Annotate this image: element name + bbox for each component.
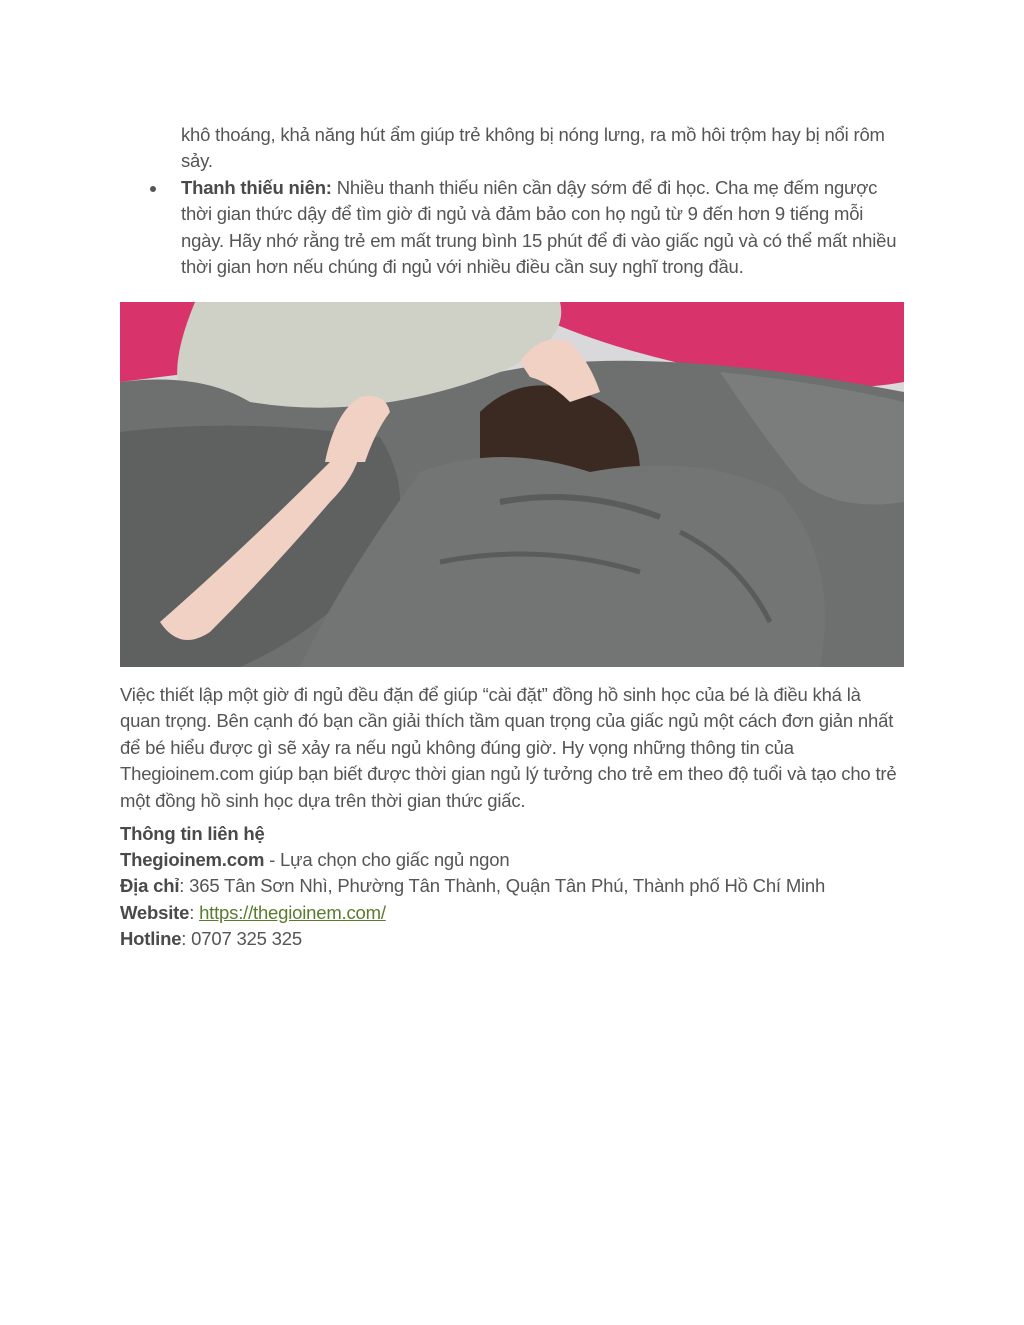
bullet-dot-icon	[150, 186, 156, 192]
website-separator: :	[189, 902, 200, 923]
summary-paragraph: Việc thiết lập một giờ đi ngủ đều đặn để giúp “cài đặt” đồng hồ sinh học của bé là điều khá là quan trọng. Bên cạnh đó bạn cần giải thích tầm quan trọng của giấc ngủ một cách đơn giản nhất để bé hiểu được gì sẽ xảy ra nếu ngủ không đúng giờ. Hy vọng những thông tin của Thegioinem.com giúp bạn biết được thời gian ngủ lý tưởng cho trẻ em theo độ tuổi và tạo cho trẻ một đồng hồ sinh học dựa trên thời gian thức giấc.	[120, 684, 897, 811]
contact-hotline-line	[120, 926, 302, 952]
contact-heading: Thông tin liên hệ	[120, 823, 265, 844]
continuation-paragraph: khô thoáng, khả năng hút ẩm giúp trẻ không bị nóng lưng, ra mồ hôi trộm hay bị nổi rôm sảy.	[181, 124, 885, 172]
bullet-text: Nhiều thanh thiếu niên cần dậy sớm để đi học. Cha mẹ đếm ngược thời gian thức dậy để tìm giờ đi ngủ và đảm bảo con họ ngủ từ 9 đến hơn 9 tiếng mỗi ngày. Hãy nhớ rằng trẻ em mất trung bình 15 phút để đi vào giấc ngủ và có thể mất nhiều thời gian hơn nếu chúng đi ngủ với nhiều điều cần suy nghĩ trong đầu.	[181, 177, 897, 278]
sleeping-child-photo	[120, 302, 904, 667]
brand-tagline: - Lựa chọn cho giấc ngủ ngon	[264, 849, 510, 870]
contact-address-line	[120, 873, 825, 899]
bullet-label: Thanh thiếu niên:	[181, 177, 332, 198]
website-link[interactable]: https://thegioinem.com/	[199, 902, 386, 923]
hotline-value: : 0707 325 325	[181, 928, 302, 949]
website-label: Website	[120, 902, 190, 923]
address-value: : 365 Tân Sơn Nhì, Phường Tân Thành, Quận Tân Phú, Thành phố Hồ Chí Minh	[179, 875, 826, 896]
brand-name: Thegioinem.com	[120, 849, 265, 870]
contact-brand-line	[120, 847, 509, 873]
address-label: Địa chỉ	[120, 875, 180, 896]
contact-website-line	[120, 900, 386, 926]
hotline-label: Hotline	[120, 928, 182, 949]
bullet-item-teenagers	[181, 175, 911, 281]
